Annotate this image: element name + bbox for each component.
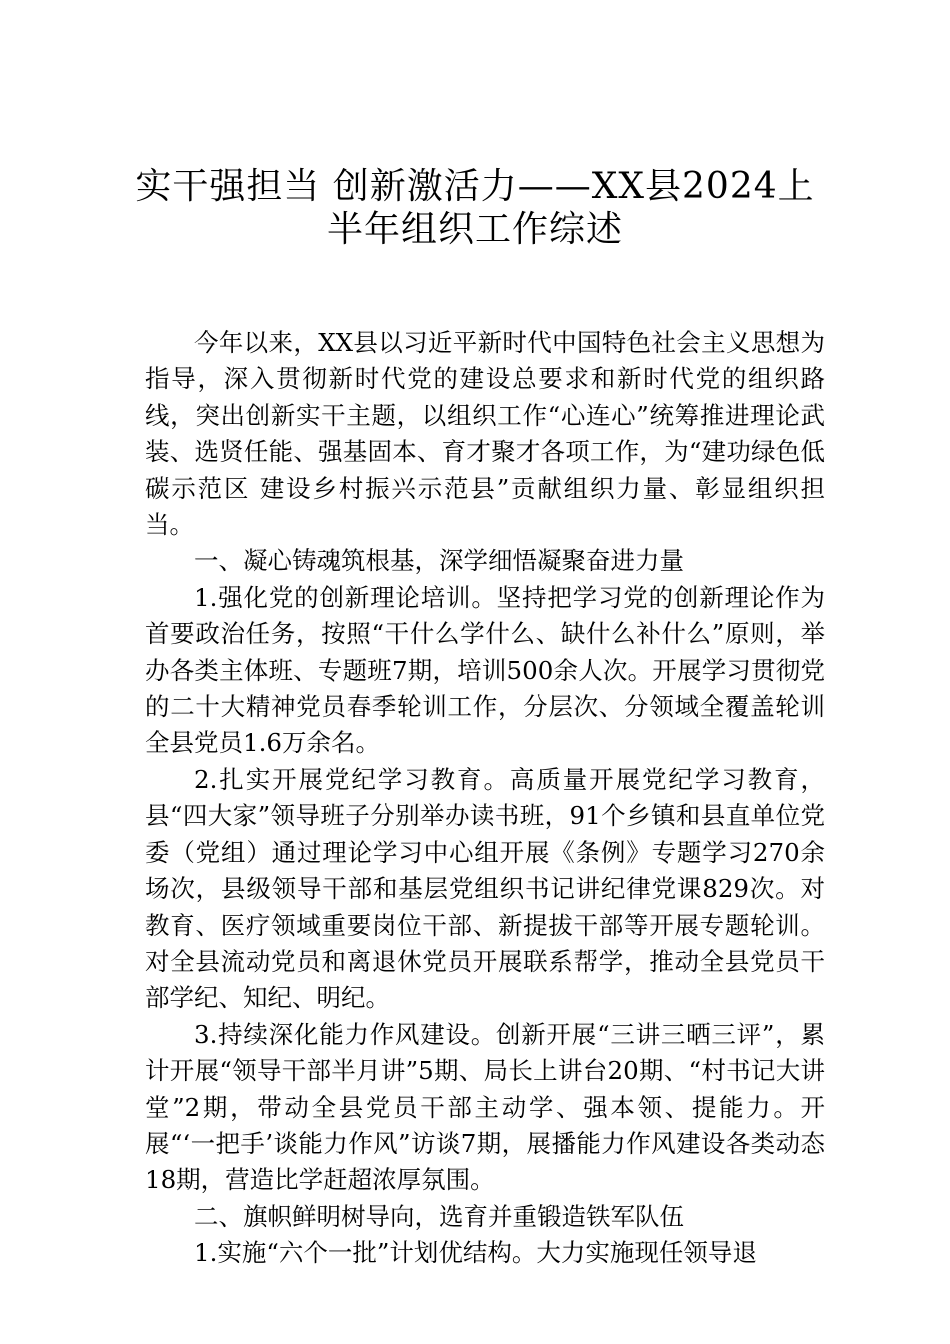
intro-paragraph: 今年以来，XX县以习近平新时代中国特色社会主义思想为指导，深入贯彻新时代党的建设总要求和新时代党的组织路线，突出创新实干主题，以组织工作“心连心”统筹推进理论武装、选贤任能、强基固本、育才聚才各项工作，为“建功绿色低碳示范区 建设乡村振兴示范县”贡献组织力量、彰显组织担当。 bbox=[145, 328, 825, 540]
section-heading-1: 一、凝心铸魂筑根基，深学细悟凝聚奋进力量 bbox=[194, 546, 684, 576]
paragraph-1-1: 1.强化党的创新理论培训。坚持把学习党的创新理论作为首要政治任务，按照“干什么学什么、缺什么补什么”原则，举办各类主体班、专题班7期，培训500余人次。开展学习贯彻党的二十大精神党员春季轮训工作，分层次、分领域全覆盖轮训全县党员1.6万余名。 bbox=[145, 582, 825, 758]
paragraph-2-1: 1.实施“六个一批”计划优结构。大力实施现任领导退 bbox=[194, 1238, 757, 1268]
document-body bbox=[145, 325, 825, 1272]
document-title-line-2: 半年组织工作综述 bbox=[326, 209, 623, 250]
paragraph-1-2: 2.扎实开展党纪学习教育。高质量开展党纪学习教育，县“四大家”领导班子分别举办读书班，91个乡镇和县直单位党委（党组）通过理论学习中心组开展《条例》专题学习270余场次，县级领导干部和基层党组织书记讲纪律党课829次。对教育、医疗领域重要岗位干部、新提拔干部等开展专题轮训。对全县流动党员和离退休党员开展联系帮学，推动全县党员干部学纪、知纪、明纪。 bbox=[145, 764, 825, 1013]
paragraph-1-3: 3.持续深化能力作风建设。创新开展“三讲三晒三评”，累计开展“领导干部半月讲”5期、局长上讲台20期、“村书记大讲堂”2期，带动全县党员干部主动学、强本领、提能力。开展“‘一把手’谈能力作风”访谈7期，展播能力作风建设各类动态18期，营造比学赶超浓厚氛围。 bbox=[145, 1019, 825, 1195]
document-title-line-1: 实干强担当 创新激活力——XX县2024上 bbox=[135, 166, 815, 207]
section-heading-2: 二、旗帜鲜明树导向，选育并重锻造铁军队伍 bbox=[194, 1201, 684, 1231]
